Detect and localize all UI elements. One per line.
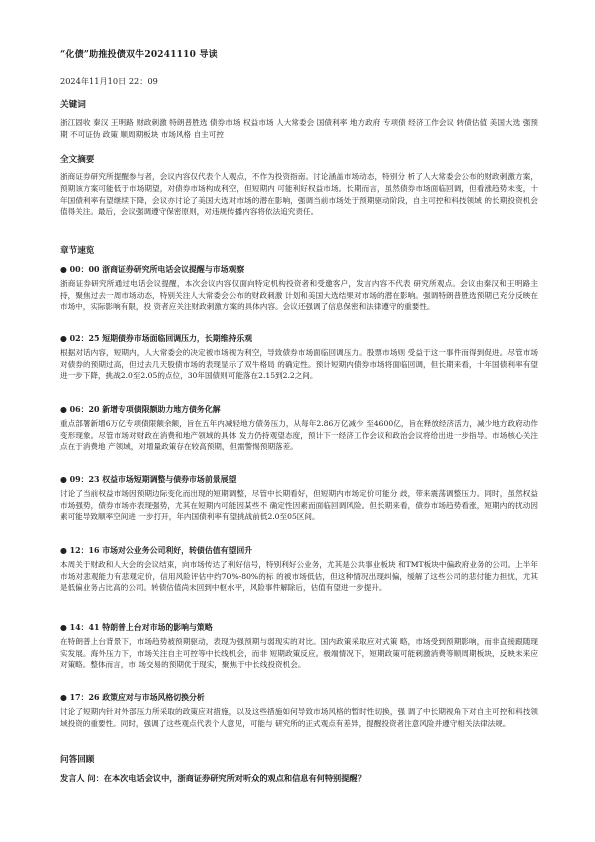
qa-heading: 问答回顾 xyxy=(60,755,95,765)
chapter-item xyxy=(60,622,538,671)
chapter-text: 浙商证券研究所通过电话会议提醒，本次会议内容仅面向特定机构投资者和受邀客户，发言内容不代表 研究所观点。会议由秦汉和王明路主持，聚焦过去一周市场动态，特别关注人大常委会公布的财政刺激 计划和美国大选结果对市场的潜在影响。强调特朗普胜选预期已充分反映在市场中，实际影响有限，投 资者应关注财政刺激方案的具体内容。会议还强调了信息保密和法律遵守的重要性。 xyxy=(60,278,538,312)
chapter-text: 根据对话内容，短期内，人大常委会的决定被市场视为利空，导致债券市场面临回调压力。股票市场则 受益于这一事件而得到促进。尽管市场对债券的预期过高，但过去几天股债市场的表现显示了双牛格局 的确定性。预计短期内债券市场将面临回调，但长期来看，十年国债利率有望进一步下降，挑战2.0至2.05的点位，30年国债则可能落在2.15到2.2之间。 xyxy=(60,347,539,381)
chapter-item xyxy=(60,404,538,453)
chapter-item xyxy=(60,692,538,729)
chapter-item xyxy=(60,545,538,594)
chapter-text: 重点部署新增6万亿专项债限额余额，旨在五年内减轻地方债务压力，从每年2.86万亿减少 至4600亿，旨在释放经济活力，减少地方政府动作变形现象。尽管市场对财政在消费和地产领域的具体 发力仍持观望态度，预计下一经济工作会议和政治会议将给出进一步指导。市场核心关注点在于消费地 产领域，对增量政策存在较高预期，但需警惕预期落差。 xyxy=(60,418,538,452)
document-date: 2024年11月10日 22：09 xyxy=(60,76,158,86)
chapter-item xyxy=(60,333,538,382)
chapter-title: ● 17：26 政策应对与市场风格切换分析 xyxy=(60,693,205,702)
chapter-text: 在特朗普上台背景下，市场趋势被预期驱动，表现为强预期与弱现实的对比。国内政策采取应对式策 略，市场受到预期影响，而非直接跟随现实发展。海外压力下，市场关注自主可控等中长线机会，而非 短期政策反应。极端情况下，短期政策可能刺激消费等顺周期板块，反映未来应对策略。整体而言，市 场交易的预期优于现实，聚焦于中长线投资机会。 xyxy=(60,636,538,670)
keywords-heading: 关键词 xyxy=(60,100,86,110)
chapter-title: ● 14：41 特朗普上台对市场的影响与策略 xyxy=(60,623,213,632)
chapter-text: 本周关于财政和人大会的会议结束，向市场传达了利好信号，特别利好公业务，尤其是公共事业板块 和TMT板块中偏政府业务的公司。上半年市场对悲观能力有悲观定价，信用风险评估中约70%-80%的标 的被市场低估，但这种情况出现纠偏，缓解了这些公司的悲付能力担忧，尤其是低偏业务占比高的公司。转债估值尚未回到中枢水平，风险事件解除后，估值有望进一步提升。 xyxy=(60,559,538,593)
chapter-title: ● 06：20 新增专项债限额助力地方债务化解 xyxy=(60,405,221,414)
summary-heading: 全文摘要 xyxy=(60,155,95,165)
document-title: “化债”助推投债双牛20241110 导读 xyxy=(60,50,218,60)
chapters-heading: 章节速览 xyxy=(60,246,95,256)
chapter-title: ● 09：23 权益市场短期调整与债券市场前景展望 xyxy=(60,475,237,484)
chapter-text: 讨论了短期内针对外部压力所采取的政策应对措施，以及这些措施如何导致市场风格的暂时性切换，强 调了中长期视角下对自主可控和科技领域投资的重要性。同时，强调了这些观点代表个人意见，可能与 研究所的正式观点有差异，提醒投资者注意风险并遵守相关法律法规。 xyxy=(60,706,538,728)
summary-text: 浙商证券研究所提醒参与者，会议内容仅代表个人观点，不作为投资指南。讨论涵盖市场动态，特别分 析了人大常委会公布的财政刺激方案，预期该方案可能低于市场期望，对债券市场构成利空，但短期内 可能利好权益市场。长期而言，虽然债券市场面临回调，但看涨趋势未变，十年国债利率有望继续下降，会议亦讨论了美国大选对市场的潜在影响，强调当前市场处于预期驱动阶段，自主可控和科技领域 的长期投资机会值得关注。最后，会议强调遵守保密原则，对违规传播内容将依法追究责任。 xyxy=(60,172,539,217)
chapter-title: ● 00：00 浙商证券研究所电话会议提醒与市场观察 xyxy=(60,265,245,274)
keywords-text: 浙江固收 秦汉 王明路 财政刺激 特朗普胜选 债券市场 权益市场 人大常委会 国债利率 地方政府 专项债 经济工作会议 转债估值 美国大选 强预期 不可证伪 政策 顺周期板块 市场风格 自主可控 xyxy=(60,118,538,139)
chapter-title: ● 02：25 短期债券市场面临回调压力，长期维持乐观 xyxy=(60,334,253,343)
chapter-title: ● 12：16 市场对公业务公司利好，转债估值有望回升 xyxy=(60,546,253,555)
chapter-item xyxy=(60,474,538,523)
chapter-item xyxy=(60,264,538,313)
chapter-text: 讨论了当前权益市场因预期边际变化而出现的短期调整，尽管中长期看好，但短期内市场定价可能分 歧，带来震荡调整压力。同时，虽然权益市场强势，债券市场亦表现强势，尤其在短期内可能因某些不 确定性因素而面临回调风险。但长期来看，债券市场趋势看涨，短期内的扰动因素可能导致顺率空间进 一步打开，年内国债利率有望挑战前低2.0至05区间。 xyxy=(60,488,538,522)
qa-question: 发言人 问：在本次电话会议中，浙商证券研究所对听众的观点和信息有何特别提醒？ xyxy=(60,773,366,783)
